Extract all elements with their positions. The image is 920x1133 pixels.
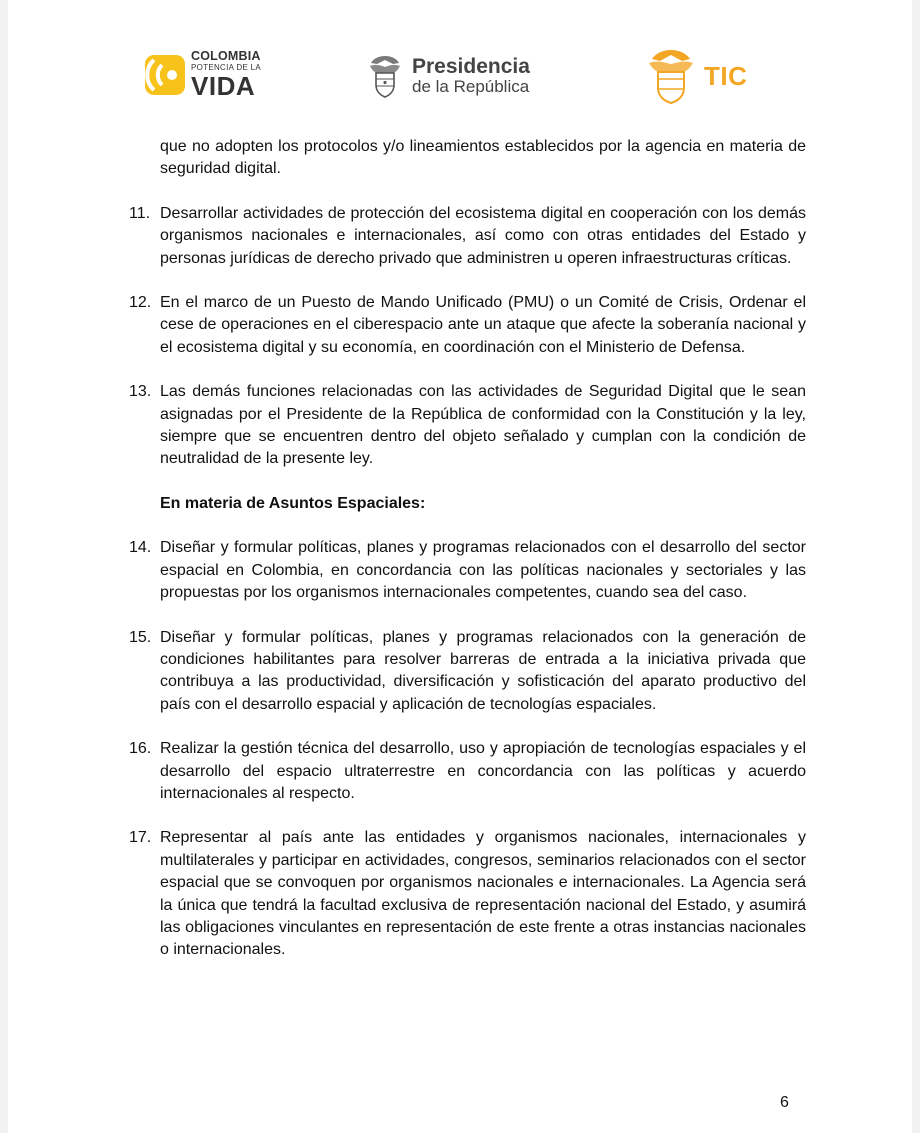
colombia-wave-icon — [145, 51, 185, 97]
list-item-13 — [129, 381, 806, 471]
list-item-number: 14. — [129, 539, 152, 557]
list-item-number: 11. — [129, 204, 151, 222]
list-item-text: Realizar la gestión técnica del desarrollo, uso y apropiación de tecnologías espaciales y el desarrollo del espacio ultraterrestre en concordancia con las políticas y acuerdo internacionales al respecto. — [160, 740, 806, 802]
page-header — [8, 42, 912, 114]
list-item-text: Las demás funciones relacionadas con las actividades de Seguridad Digital que le sean asignadas por el Presidente de la República de conformidad con la Constitución y la ley, siempre que se encuentren dentro del objeto señalado y cumplan con la condición de neutralidad de la presente ley. — [160, 383, 806, 468]
document-page — [8, 0, 912, 1133]
list-item-text: En el marco de un Puesto de Mando Unificado (PMU) o un Comité de Crisis, Ordenar el cese de operaciones en el ciberespacio ante un ataque que afecte la soberanía nacional y el ecosistema digital y su economía, en coordinación con el Ministerio de Defensa. — [160, 294, 806, 356]
tic-coat-of-arms-icon — [644, 46, 698, 106]
list-item-15 — [129, 627, 806, 717]
presidencia-logo — [366, 52, 530, 100]
presidencia-logo-line1: Presidencia — [412, 55, 530, 79]
list-item-number: 17. — [129, 829, 152, 847]
tic-logo-label: TIC — [704, 60, 748, 91]
list-item-text: Diseñar y formular políticas, planes y programas relacionados con el desarrollo del sector espacial en Colombia, en concordancia con las políticas nacionales y sectoriales y las propuestas por los organismos internacionales competentes, cuando sea del caso. — [160, 539, 806, 602]
list-item-12 — [129, 292, 806, 359]
section-heading: En materia de Asuntos Espaciales: — [160, 494, 426, 512]
tic-logo — [644, 46, 747, 106]
list-item-text: Representar al país ante las entidades y organismos nacionales, internacionales y multilaterales y participar en actividades, congresos, seminarios relacionados con el sector espacial que se convoquen por organismos nacionales e internacionales. La Agencia será la única que tendrá la facultad exclusiva de representación nacional del Estado, y asumirá las obligaciones vinculantes en representación de este frente a otras instancias nacionales o internacionales. — [160, 829, 806, 959]
colombia-logo-line1: COLOMBIA — [191, 49, 261, 63]
list-item-number: 16. — [129, 740, 152, 758]
list-item-16 — [129, 738, 806, 805]
list-item-number: 15. — [129, 628, 152, 646]
list-item-number: 12. — [129, 294, 152, 312]
list-item-number: 13. — [129, 383, 152, 401]
list-item-17 — [129, 827, 806, 961]
list-item-text: Desarrollar actividades de protección del ecosistema digital en cooperación con los demás organismos nacionales e internacionales, así como con otras entidades del Estado y personas jurídicas de derecho privado que administren u operen infraestructuras críticas. — [160, 204, 806, 267]
intro-paragraph: que no adopten los protocolos y/o lineamientos establecidos por la agencia en materia de seguridad digital. — [160, 138, 806, 178]
document-body — [129, 136, 806, 962]
list-item-text: Diseñar y formular políticas, planes y programas relacionados con la generación de condiciones habilitantes para resolver barreras de entrada a la iniciativa privada que contribuya a las productividad, diversificación y sofisticación del aparato productivo del país con el desarrollo espacial y aplicación de tecnologías espaciales. — [160, 628, 806, 713]
coat-of-arms-icon — [366, 52, 404, 100]
colombia-logo-line2: POTENCIA DE LA — [191, 62, 261, 72]
colombia-logo-line3: VIDA — [191, 70, 256, 101]
presidencia-logo-line2: de la República — [412, 77, 530, 97]
list-item-14 — [129, 537, 806, 604]
colombia-potencia-de-la-vida-logo — [145, 50, 261, 99]
page-number: 6 — [780, 1094, 789, 1111]
list-item-11 — [129, 203, 806, 270]
